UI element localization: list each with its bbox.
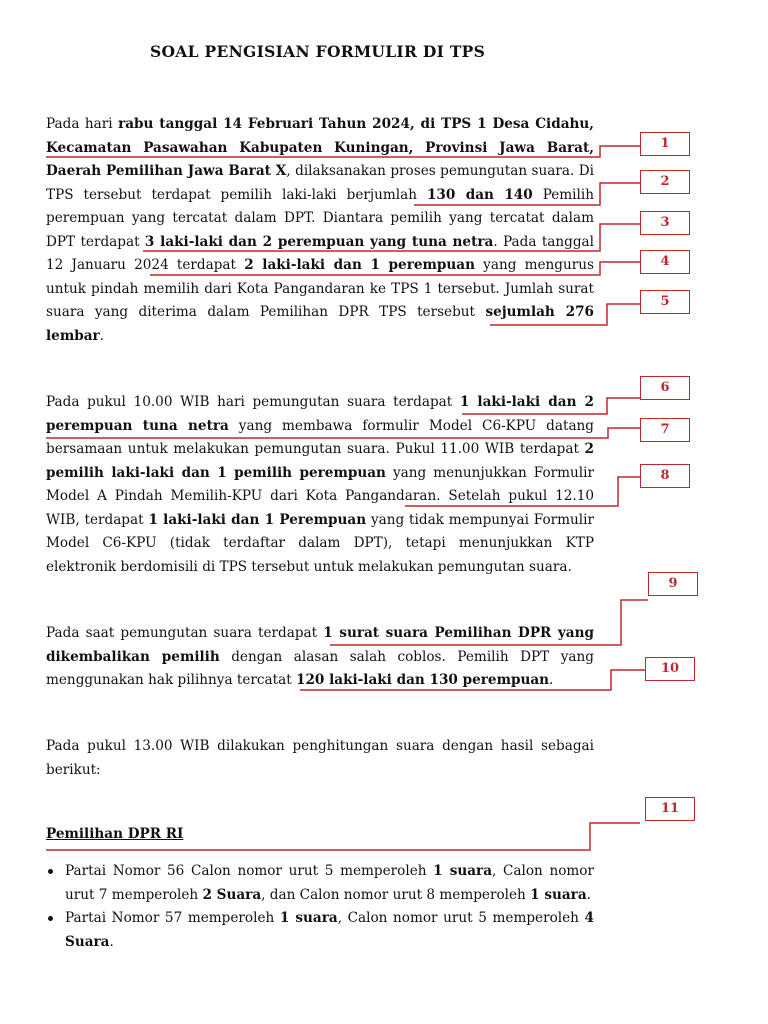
marker-2: 2 [640,170,690,194]
p1-text: , dilaksanakan proses pemungutan suara. Di TPS tersebut terdapat pemilih laki-laki berjumlah [46,163,594,203]
bullet-text: , Calon nomor urut 7 memperoleh [65,863,594,903]
p1-bold: rabu tanggal 14 Februari Tahun 2024, di TPS 1 Desa Cidahu, Kecamatan Pasawahan Kabupaten Kuningan, Provinsi Jawa Barat, Daerah Pemilihan Jawa Barat X [46,116,594,179]
p3-bold: 1 surat suara Pemilihan DPR yang dikembalikan pemilih [46,625,594,665]
bullet-text: Partai Nomor 57 memperoleh [65,910,280,926]
p1-bold: 130 dan 140 [426,186,533,203]
bullet-bold: 1 suara [530,886,587,903]
bullet-text: , Calon nomor urut 5 memperoleh [337,910,585,926]
p2-bold: 1 laki-laki dan 2 perempuan tuna netra [46,394,594,434]
p1-text: Pemilih perempuan yang tercatat dalam DPT. Diantara pemilih yang tercatat dalam DPT terdapat [46,186,594,250]
paragraph-2 [46,391,594,579]
p1-bold: 3 laki-laki dan 2 perempuan yang tuna netra [144,233,494,250]
list-item [46,860,594,907]
paragraph-1 [46,113,594,348]
bullet-text: , dan Calon nomor urut 8 memperoleh [261,886,531,903]
paragraph-4: Pada pukul 13.00 WIB dilakukan penghitungan suara dengan hasil sebagai berikut: [46,738,594,778]
bullet-text: . [109,933,114,950]
page-title: SOAL PENGISIAN FORMULIR DI TPS [150,42,486,61]
p2-text: Pada pukul 10.00 WIB hari pemungutan suara terdapat [46,394,460,410]
section-heading: Pemilihan DPR RI [46,826,184,842]
result-list [46,860,594,954]
p2-text: yang menunjukkan Formulir Model A Pindah Memilih-KPU dari Kota Pangandaran. Setelah pukul 12.10 WIB, terdapat [46,464,594,528]
p1-bold: sejumlah 276 lembar [46,304,594,344]
bullet-text: . [586,886,591,903]
marker-10: 10 [645,657,695,681]
p2-text: yang membawa formulir Model C6-KPU datang bersamaan untuk melakukan pemungutan suara. Pukul 11.00 WIB terdapat [46,417,594,457]
marker-11: 11 [645,797,695,821]
marker-1: 1 [640,132,690,156]
p1-text: . Pada tanggal 12 Januaru 2024 terdapat [46,233,595,273]
marker-9: 9 [648,572,698,596]
list-item [46,907,594,954]
marker-7: 7 [640,418,690,442]
marker-4: 4 [640,250,690,274]
bullet-bold: 4 Suara [65,910,595,950]
p2-text: yang tidak mempunyai Formulir Model C6-KPU (tidak terdaftar dalam DPT), tetapi menunjukkan KTP elektronik berdomisili di TPS tersebut untuk melakukan pemungutan suara. [46,511,594,575]
paragraph-3 [46,622,594,693]
p3-text: Pada saat pemungutan suara terdapat [46,625,324,641]
p1-text: yang mengurus untuk pindah memilih dari Kota Pangandaran ke TPS 1 tersebut. Jumlah surat suara yang diterima dalam Pemilihan DPR TPS tersebut [46,257,594,320]
marker-8: 8 [640,464,690,488]
bullet-icon [48,869,53,874]
p3-bold: 120 laki-laki dan 130 perempuan [295,672,550,688]
bullet-bold: 2 Suara [202,886,262,903]
bullet-bold: 1 suara [279,910,338,926]
p3-text: dengan alasan salah coblos. Pemilih DPT yang menggunakan hak pilihnya tercatat [46,648,594,688]
p1-bold: 2 laki-laki dan 1 perempuan [244,257,475,273]
p3-text: . [549,672,554,688]
p2-bold: 2 pemilih laki-laki dan 1 pemilih perempuan [46,441,594,481]
marker-5: 5 [640,290,690,314]
marker-3: 3 [640,211,690,235]
bullet-icon [48,916,53,921]
bullet-bold: 1 suara [433,863,493,879]
bullet-text: Partai Nomor 56 Calon nomor urut 5 memperoleh [65,863,434,879]
p1-text: . [99,327,104,344]
p1-text: Pada hari [46,116,119,132]
marker-6: 6 [640,376,690,400]
p2-bold: 1 laki-laki dan 1 Perempuan [148,511,367,528]
